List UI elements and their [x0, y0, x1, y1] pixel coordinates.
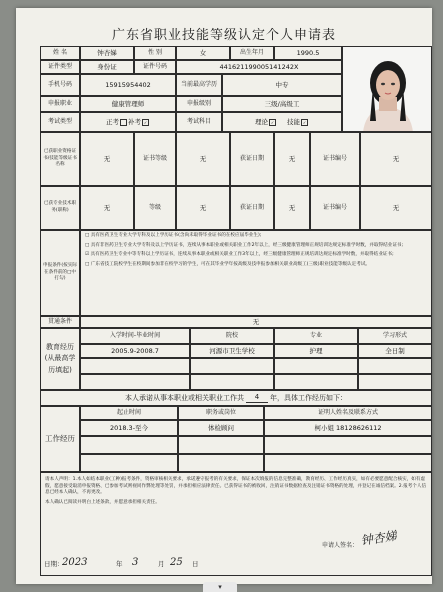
edu-empty-row: [274, 358, 358, 374]
cert2-date: 无: [274, 186, 310, 230]
edu-row-school: 河源市卫生学校: [190, 344, 274, 358]
education-label: 教育经历(从最高学历填起): [40, 328, 80, 390]
edu-label: 当前最高学历: [176, 74, 222, 96]
gender-value: 女: [176, 46, 230, 60]
edu-empty-row: [80, 358, 190, 374]
conditions-list: [80, 230, 432, 316]
job-value: 健康管理师: [80, 96, 176, 112]
birth-value: 1990.5: [274, 46, 342, 60]
level-label: 申报级别: [176, 96, 222, 112]
edu-row-major: 护理: [274, 344, 358, 358]
declaration-text: 请本人声明：1.本人如结本职业(工种)报考条件，资格审核相关要求，承诺遵守报考的有关要求，保证本次填报的信息完整准确，教育经历、工作经历真实，如有必要愿意配合核实，如有虚假，愿意接受取消申报资格、已参加考试则视同作弊处理等处罚，并承担相应法律责任。已获得证书的被收回，注销证书数据检查及注销证书资格的处理，并登记在诚信档案。2.报考个人信息已经本人确认，不再更改。: [45, 477, 427, 496]
cert1-date: 无: [274, 132, 310, 186]
date-year: 2023: [62, 557, 88, 568]
subject-theory-checkbox[interactable]: ✓: [270, 119, 275, 125]
level-value: 三级/高级工: [222, 96, 342, 112]
idtype-value: 身份证: [80, 60, 134, 74]
scroll-down-handle[interactable]: ▾: [203, 582, 237, 592]
conditions-label: 申报条件(按实际在条件前的□中打勾): [40, 230, 80, 316]
work-years: 4: [246, 393, 268, 403]
cert2-name: 无: [80, 186, 134, 230]
cert2-date-label: 获证日期: [230, 186, 274, 230]
edu-empty-row: [190, 358, 274, 374]
work-empty-row: [80, 436, 178, 454]
cert1-date-label: 获证日期: [230, 132, 274, 186]
date-month-unit: 月: [158, 560, 165, 568]
cert2-grade-label: 等级: [134, 186, 176, 230]
condition-item[interactable]: □ 广东省技工院校学生在校期间参加非在校学习的学生，可在其毕业学年按高级及技申报参加相关职业高级工(三级)职业技能等级认定考试。: [85, 261, 371, 267]
work-row-position: 体检顾问: [178, 420, 264, 436]
phone-value: 15915954402: [80, 74, 176, 96]
cert1-label: 已获职业资格证书/技能等级证书名称: [40, 132, 80, 186]
date-day: 25: [170, 557, 183, 568]
date-day-unit: 日: [192, 560, 199, 568]
edu-empty-row: [274, 374, 358, 390]
cert1-no-label: 证书编号: [310, 132, 360, 186]
cert1-grade-label: 证书等级: [134, 132, 176, 186]
exam-label: 考试类型: [40, 112, 80, 132]
subject-skill-option: 技能: [287, 117, 300, 126]
subject-skill-checkbox[interactable]: ✓: [302, 119, 307, 125]
work-empty-row: [80, 454, 178, 472]
work-empty-row: [178, 454, 264, 472]
condition-item[interactable]: □ 具有医药卫生专业大学专科及以上学历证书(含尚未取得毕业证书的在校应届毕业生);: [85, 233, 262, 238]
date-month: 3: [132, 557, 139, 568]
birth-label: 出生年月: [230, 46, 274, 60]
exam-normal-option: 正考: [106, 117, 119, 126]
declaration-tail: 本人确认已阅读并明白上述条款，并愿意承担相关责任。: [45, 499, 160, 505]
form-title: 广东省职业技能等级认定个人申请表: [111, 28, 336, 43]
work-label: 工作经历: [40, 406, 80, 472]
condition-item[interactable]: □ 具有非医药卫生专业大学专科及以上学历证书，连续从事本职业或相关职业工作2年以上，经三级健康管理师正规培训达规定标准学时数，并取得结业证书;: [85, 242, 404, 248]
name-value: 钟杏娣: [80, 46, 134, 60]
edu-header-period: 入学时间-毕业时间: [80, 328, 190, 344]
edu-header-school: 院校: [190, 328, 274, 344]
edu-empty-row: [80, 374, 190, 390]
exam-type-options: [80, 112, 176, 132]
application-form-paper: [16, 8, 432, 584]
cert2-no: 无: [360, 186, 432, 230]
date-label: 日期：: [44, 560, 64, 568]
exam-retake-checkbox[interactable]: ✓: [143, 119, 148, 125]
work-summary-suffix: 年，具体工作经历如下：: [270, 393, 347, 402]
job-label: 申报职业: [40, 96, 80, 112]
date-year-unit: 年: [116, 560, 123, 568]
work-empty-row: [264, 454, 432, 472]
portrait-image: [343, 47, 432, 132]
exam-retake-option: 补考: [128, 117, 141, 126]
cert1-name: 无: [80, 132, 134, 186]
signer-label: 申请人签名：: [322, 542, 359, 549]
subject-theory-option: 理论: [255, 117, 268, 126]
idno-label: 证件号码: [134, 60, 176, 74]
work-summary: [40, 390, 432, 406]
subject-options: [222, 112, 342, 132]
edu-value: 中专: [222, 74, 342, 96]
gender-label: 性 别: [134, 46, 176, 60]
idtype-label: 证件类型: [40, 60, 80, 74]
applicant-photo: [342, 46, 432, 132]
declaration-box: [40, 472, 432, 576]
cert2-label: 已获专业技术职务(职称): [40, 186, 80, 230]
special-value: 无: [80, 316, 432, 328]
cert1-grade: 无: [176, 132, 230, 186]
edu-row-mode: 全日制: [358, 344, 432, 358]
work-header-period: 起止时间: [80, 406, 178, 420]
edu-empty-row: [358, 374, 432, 390]
edu-empty-row: [190, 374, 274, 390]
name-label: 姓 名: [40, 46, 80, 60]
edu-row-period: 2005.9-2008.7: [80, 344, 190, 358]
edu-header-mode: 学习形式: [358, 328, 432, 344]
cert2-no-label: 证书编号: [310, 186, 360, 230]
work-header-position: 职务或岗位: [178, 406, 264, 420]
work-summary-prefix: 本人承诺从事本职业或相关职业工作共: [125, 393, 244, 402]
exam-normal-checkbox[interactable]: [120, 119, 127, 126]
edu-header-major: 专业: [274, 328, 358, 344]
work-empty-row: [178, 436, 264, 454]
work-row-reference: 柯小姐 18128626112: [264, 420, 432, 436]
special-label: 贯通条件: [40, 316, 80, 328]
edu-empty-row: [358, 358, 432, 374]
work-header-reference: 证明人姓名及联系方式: [264, 406, 432, 420]
applicant-signature: 钟杏娣: [359, 528, 398, 548]
work-empty-row: [264, 436, 432, 454]
subject-label: 考试科目: [176, 112, 222, 132]
idno-value: 441621199005141242X: [176, 60, 342, 74]
cert1-no: 无: [360, 132, 432, 186]
condition-item[interactable]: ☑ 具有医药卫生专业中等专科以上学历证书，连续从事本职业或相关职业工作3年以上，经三级健康管理师正规培训达规定标准学时数，并取得结业证书;: [85, 252, 394, 258]
work-row-period: 2018.3-至今: [80, 420, 178, 436]
cert2-grade: 无: [176, 186, 230, 230]
phone-label: 手机号码: [40, 74, 80, 96]
